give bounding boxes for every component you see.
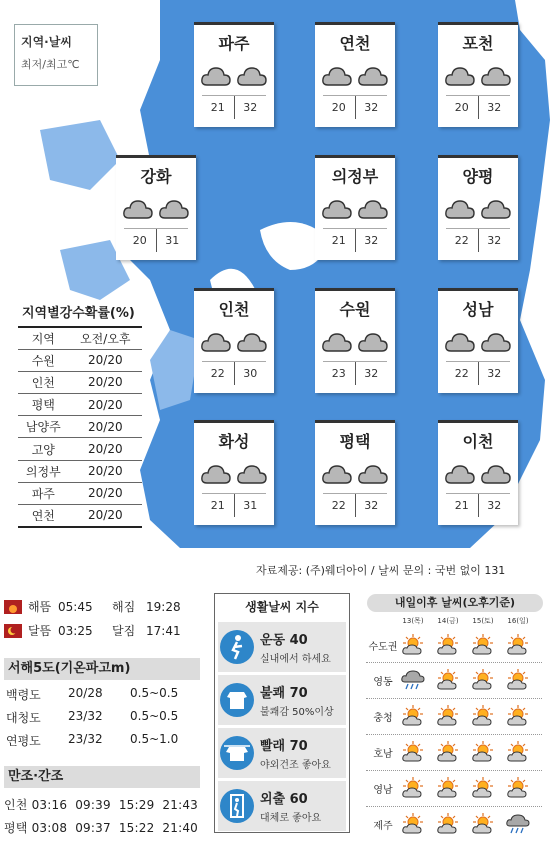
sun-cloud-icon <box>505 704 531 726</box>
sea-row <box>6 732 178 749</box>
rain-header-region: 지역 <box>18 327 69 349</box>
sunrise-row <box>4 598 181 615</box>
city-card-incheon <box>194 288 274 393</box>
cloud-icon <box>158 198 190 224</box>
sea-wave: 0.5~0.5 <box>130 709 179 723</box>
city-high: 32 <box>364 367 379 380</box>
cloud-icon <box>236 331 268 357</box>
city-high: 30 <box>243 367 258 380</box>
sun-cloud-icon <box>400 740 426 762</box>
rain-value: 20/20 <box>69 371 142 393</box>
city-high: 32 <box>364 234 379 247</box>
tide-row: 인천 03:16 09:39 15:29 21:43 <box>4 798 199 812</box>
sea-temp: 23/32 <box>68 709 103 723</box>
city-card-suwon <box>315 288 395 393</box>
life-item-desc: 불쾌감 50%이상 <box>260 707 334 718</box>
city-high: 32 <box>487 101 502 114</box>
sea-island: 백령도 <box>6 688 41 702</box>
life-index-panel <box>214 593 350 833</box>
rain-value: 20/20 <box>69 482 142 504</box>
table-row <box>18 349 142 371</box>
city-low: 22 <box>202 362 235 385</box>
city-high: 31 <box>165 234 180 247</box>
cloud-icon <box>321 463 353 489</box>
rain-value: 20/20 <box>69 438 142 460</box>
sunrise-label: 해뜸 <box>28 600 52 614</box>
cloud-icon <box>321 198 353 224</box>
sunset-time: 19:28 <box>146 599 181 614</box>
discomfort-icon <box>220 683 254 717</box>
rain-region: 인천 <box>18 371 69 393</box>
rain-header-value: 오전/오후 <box>69 327 142 349</box>
cloud-icon <box>236 463 268 489</box>
tomorrow-region: 수도권 <box>368 642 398 653</box>
life-item-desc: 야외건조 좋아요 <box>260 760 331 771</box>
sun-cloud-icon <box>435 740 461 762</box>
sun-cloud-icon <box>435 812 461 834</box>
cloud-icon <box>444 65 476 91</box>
tide-row: 평택 03:08 09:37 15:22 21:40 <box>4 821 199 835</box>
sea-section-title: 서해5도(기온파고m) <box>4 658 200 680</box>
sun-cloud-icon <box>435 633 461 655</box>
city-name: 화성 <box>218 432 250 451</box>
sunrise-icon <box>4 600 22 614</box>
cloud-icon <box>480 198 512 224</box>
sun-cloud-icon <box>435 704 461 726</box>
cloud-icon <box>357 331 389 357</box>
tomorrow-day: 16(일) <box>507 617 529 625</box>
moonrise-time: 03:25 <box>58 623 93 638</box>
cloud-icon <box>200 331 232 357</box>
city-card-yangpyeong <box>438 155 518 260</box>
moonset-label: 달짐 <box>112 624 136 638</box>
cloud-icon <box>480 65 512 91</box>
sea-wave: 0.5~1.0 <box>130 732 179 746</box>
legend-title: 지역·날씨 <box>21 35 72 49</box>
city-low: 20 <box>124 229 157 252</box>
rain-region: 고양 <box>18 438 69 460</box>
life-item-desc: 실내에서 하세요 <box>260 654 331 665</box>
sun-cloud-icon <box>435 668 461 690</box>
city-name: 연천 <box>339 34 371 53</box>
tomorrow-region: 영남 <box>373 785 393 796</box>
laundry-icon <box>220 736 254 770</box>
rain-region: 의정부 <box>18 460 69 482</box>
city-low: 21 <box>202 96 235 119</box>
rain-icon <box>505 812 531 834</box>
map-legend <box>14 24 98 86</box>
city-low: 21 <box>202 494 235 517</box>
city-low: 22 <box>446 362 479 385</box>
city-high: 32 <box>243 101 258 114</box>
life-item <box>218 781 346 831</box>
sun-cloud-icon <box>505 740 531 762</box>
city-high: 32 <box>487 367 502 380</box>
moonrise-icon <box>4 624 22 638</box>
life-item-label: 외출 60 <box>260 792 308 807</box>
city-card-icheon <box>438 420 518 525</box>
sea-wave: 0.5~0.5 <box>130 686 179 700</box>
table-row <box>18 438 142 460</box>
sun-cloud-icon <box>470 704 496 726</box>
city-name: 평택 <box>339 432 371 451</box>
city-low: 22 <box>323 494 356 517</box>
city-name: 이천 <box>462 432 494 451</box>
rain-region: 연천 <box>18 505 69 527</box>
life-item-label: 운동 40 <box>260 633 308 648</box>
table-row <box>18 416 142 438</box>
sea-row <box>6 709 178 726</box>
sun-cloud-icon <box>505 668 531 690</box>
rain-icon <box>400 668 426 690</box>
city-name: 양평 <box>462 167 494 186</box>
city-card-uijeongbu <box>315 155 395 260</box>
life-item-label: 불쾌 70 <box>260 686 308 701</box>
life-item <box>218 622 346 672</box>
cloud-icon <box>480 331 512 357</box>
table-row <box>18 460 142 482</box>
life-item-label: 빨래 70 <box>260 739 308 754</box>
tomorrow-day: 14(금) <box>437 617 459 625</box>
sun-cloud-icon <box>400 776 426 798</box>
tomorrow-title: 내일이후 날씨(오후기준) <box>367 594 543 612</box>
cloud-icon <box>321 65 353 91</box>
cloud-icon <box>444 463 476 489</box>
cloud-icon <box>236 65 268 91</box>
rain-table-title: 지역별강수확률(%) <box>22 306 135 321</box>
sun-cloud-icon <box>470 776 496 798</box>
city-low: 22 <box>446 229 479 252</box>
tomorrow-region: 충청 <box>373 713 393 724</box>
cloud-icon <box>444 198 476 224</box>
sun-cloud-icon <box>505 633 531 655</box>
city-high: 32 <box>487 234 502 247</box>
city-name: 파주 <box>218 34 250 53</box>
city-card-ganghwa <box>116 155 196 260</box>
rain-value: 20/20 <box>69 416 142 438</box>
city-high: 32 <box>364 499 379 512</box>
table-row <box>18 371 142 393</box>
rain-probability-table <box>18 302 142 528</box>
table-row <box>18 394 142 416</box>
sea-temp: 20/28 <box>68 686 103 700</box>
sea-island: 연평도 <box>6 734 41 748</box>
moonrise-row <box>4 622 181 639</box>
row-divider <box>366 770 542 771</box>
tomorrow-region: 영동 <box>373 677 393 688</box>
sun-cloud-icon <box>435 776 461 798</box>
city-name: 인천 <box>218 300 250 319</box>
rain-value: 20/20 <box>69 394 142 416</box>
tomorrow-day: 15(토) <box>472 617 494 625</box>
cloud-icon <box>357 463 389 489</box>
city-name: 강화 <box>140 167 172 186</box>
rain-region: 남양주 <box>18 416 69 438</box>
rain-value: 20/20 <box>69 460 142 482</box>
city-card-pyeongtaek <box>315 420 395 525</box>
city-name: 성남 <box>462 300 494 319</box>
cloud-icon <box>480 463 512 489</box>
table-row <box>18 482 142 504</box>
sea-temp: 23/32 <box>68 732 103 746</box>
sun-cloud-icon <box>505 776 531 798</box>
table-row <box>18 505 142 527</box>
city-high: 31 <box>243 499 258 512</box>
rain-value: 20/20 <box>69 349 142 371</box>
cloud-icon <box>200 65 232 91</box>
rain-region: 수원 <box>18 349 69 371</box>
life-item-desc: 대체로 좋아요 <box>260 813 322 824</box>
sun-cloud-icon <box>400 704 426 726</box>
sunset-label: 해짐 <box>112 600 136 614</box>
city-card-seongnam <box>438 288 518 393</box>
sea-island: 대청도 <box>6 711 41 725</box>
row-divider <box>366 806 542 807</box>
rain-region: 평택 <box>18 394 69 416</box>
cloud-icon <box>357 65 389 91</box>
cloud-icon <box>444 331 476 357</box>
life-index-title: 생활날씨 지수 <box>245 600 319 614</box>
sun-cloud-icon <box>470 740 496 762</box>
city-card-paju <box>194 22 274 127</box>
city-name: 수원 <box>339 300 371 319</box>
tide-section-title: 만조·간조 <box>4 766 200 788</box>
sun-cloud-icon <box>400 812 426 834</box>
cloud-icon <box>200 463 232 489</box>
sun-cloud-icon <box>470 812 496 834</box>
sea-row <box>6 686 178 703</box>
outing-icon <box>220 789 254 823</box>
city-card-hwaseong <box>194 420 274 525</box>
city-name: 의정부 <box>331 167 379 186</box>
city-low: 21 <box>446 494 479 517</box>
moonrise-label: 달뜸 <box>28 624 52 638</box>
row-divider <box>366 662 542 663</box>
tomorrow-region: 제주 <box>373 821 393 832</box>
city-name: 포천 <box>462 34 494 53</box>
city-low: 23 <box>323 362 356 385</box>
city-high: 32 <box>487 499 502 512</box>
rain-value: 20/20 <box>69 505 142 527</box>
moonset-time: 17:41 <box>146 623 181 638</box>
sun-cloud-icon <box>470 633 496 655</box>
cloud-icon <box>357 198 389 224</box>
running-icon <box>220 630 254 664</box>
row-divider <box>366 734 542 735</box>
city-low: 21 <box>323 229 356 252</box>
row-divider <box>366 698 542 699</box>
city-low: 20 <box>446 96 479 119</box>
source-credit: 자료제공: (주)웨더아이 / 날씨 문의 : 국번 없이 131 <box>256 564 506 577</box>
tomorrow-region: 호남 <box>373 749 393 760</box>
sun-cloud-icon <box>470 668 496 690</box>
sunrise-time: 05:45 <box>58 599 93 614</box>
city-high: 32 <box>364 101 379 114</box>
city-low: 20 <box>323 96 356 119</box>
sun-cloud-icon <box>400 633 426 655</box>
legend-subtitle: 최저/최고℃ <box>21 58 80 71</box>
life-item <box>218 728 346 778</box>
city-card-pocheon <box>438 22 518 127</box>
cloud-icon <box>321 331 353 357</box>
cloud-icon <box>122 198 154 224</box>
tomorrow-day: 13(목) <box>402 617 424 625</box>
rain-region: 파주 <box>18 482 69 504</box>
life-item <box>218 675 346 725</box>
city-card-yeoncheon <box>315 22 395 127</box>
